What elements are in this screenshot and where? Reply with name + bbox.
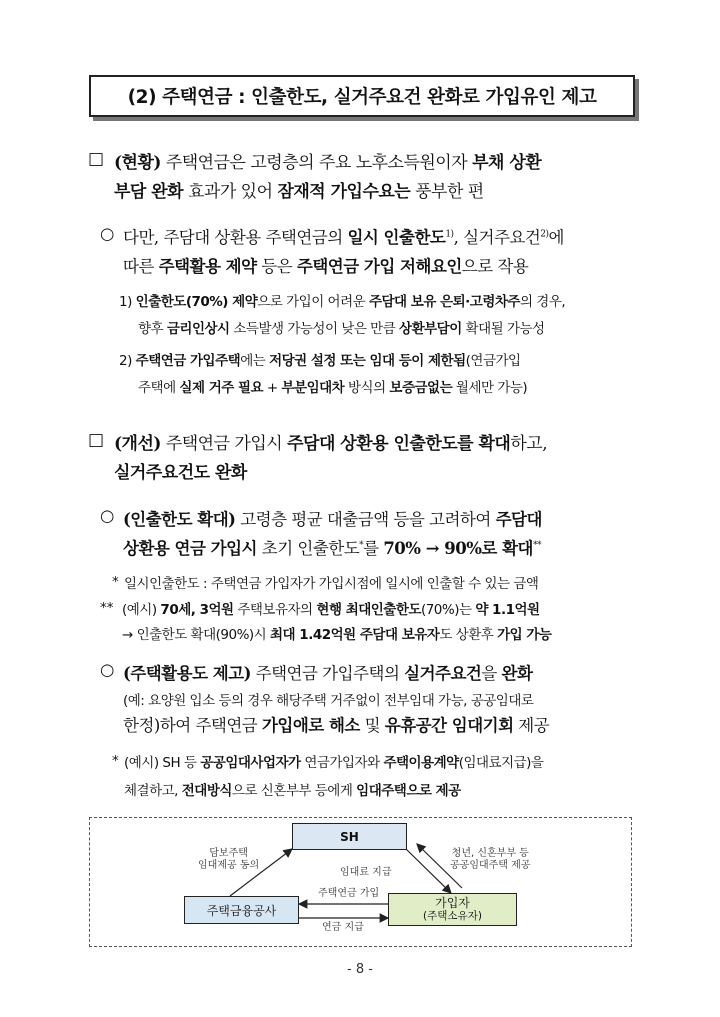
limit-line-2: 상환용 연금 가입시 초기 인출한도*를 70% → 90%로 확대** (123, 539, 541, 558)
limit-line-1: (인출한도 확대) 고령층 평균 대출금액 등을 고려하여 주담대 (123, 510, 542, 529)
square-bullet-icon: □ (88, 430, 105, 450)
left-label: 담보주택 임대제공 동의 (198, 848, 260, 871)
sh-label: SH (340, 829, 359, 844)
footnote-mark: ** (100, 600, 114, 616)
join-label: 주택연금 가입 (318, 888, 380, 899)
circle-bullet-icon: ○ (100, 224, 115, 243)
hf-label: 주택금융공사 (206, 903, 277, 918)
note-2-line-2: 주택에 실제 거주 필요 + 부분임대차 방식의 보증금없는 월세만 가능) (138, 380, 528, 396)
example-line-2: 체결하고, 전대방식으로 신혼부부 등에게 임대주택으로 제공 (124, 783, 461, 799)
member-box (388, 893, 517, 926)
note-1-line-2: 향후 금리인상시 소득발생 가능성이 낮은 만큼 상환부담이 확대될 가능성 (138, 321, 545, 337)
member-label: 가입자 (435, 896, 470, 910)
rent-pay-label: 임대료 지급 (340, 867, 392, 878)
status-line-1: (현황) 주택연금은 고령층의 주요 노후소득원이자 부채 상환 (114, 153, 542, 173)
circle-bullet-icon: ○ (100, 660, 115, 679)
section-title: (2) 주택연금 : 인출한도, 실거주요건 완화로 가입유인 제고 (127, 87, 597, 108)
footnote-2-line-2: → 인출한도 확대(90%)시 최대 1.42억원 주담대 보유자도 상환후 가입 가능 (122, 627, 552, 643)
improve-line-1: (개선) 주택연금 가입시 주담대 상환용 인출한도를 확대하고, (114, 434, 548, 454)
usage-line-2: (예: 요양원 입소 등의 경우 해당주택 거주없이 전부임대 가능, 공공임대로 (123, 693, 534, 709)
section-title-box (89, 75, 635, 117)
footnote-1: 일시인출한도 : 주택연금 가입자가 가입시점에 일시에 인출할 수 있는 금액 (124, 576, 539, 592)
example-line-1: (예시) SH 등 공공임대사업자가 연금가입자와 주택이용계약(임대료지급)을 (124, 755, 544, 771)
status-line-2: 부담 완화 효과가 있어 잠재적 가입수요는 풍부한 편 (114, 182, 484, 202)
circle-bullet-icon: ○ (100, 506, 115, 525)
footnote-2-line-1: (예시) 70세, 3억원 주택보유자의 현행 최대인출한도(70%)는 약 1.1억원 (122, 602, 540, 618)
improve-line-2: 실거주요건도 완화 (114, 463, 247, 483)
usage-line-3: 한정)하여 주택연금 가입애로 해소 및 유휴공간 임대기회 제공 (123, 716, 550, 735)
square-bullet-icon: □ (88, 149, 105, 169)
pension-pay-label: 연금 지급 (322, 922, 364, 933)
constraint-line-2: 따른 주택활용 제약 등은 주택연금 가입 저해요인으로 작용 (123, 257, 529, 276)
footnote-mark: * (112, 753, 119, 769)
constraint-line-1: 다만, 주담대 상환용 주택연금의 일시 인출한도$^{1)}$, 실거주요건$^{2)}$에 (123, 228, 564, 247)
member-sub-label: (주택소유자) (423, 910, 482, 922)
right-label: 청년, 신혼부부 등 공공임대주택 제공 (450, 848, 531, 871)
note-1-line-1: 1) 인출한도(70%) 제약으로 가입이 어려운 주담대 보유 은퇴·고령차주의 경우, (119, 294, 566, 310)
footnote-mark: * (112, 574, 119, 590)
note-2-line-1: 2) 주택연금 가입주택에는 저당권 설정 또는 임대 등이 제한됨(연금가입 (119, 353, 521, 369)
usage-line-1: (주택활용도 제고) 주택연금 가입주택의 실거주요건을 완화 (123, 664, 533, 683)
hf-box (184, 896, 299, 924)
flow-diagram (89, 817, 632, 947)
sh-box (292, 823, 407, 850)
page-number: - 8 - (347, 962, 373, 977)
